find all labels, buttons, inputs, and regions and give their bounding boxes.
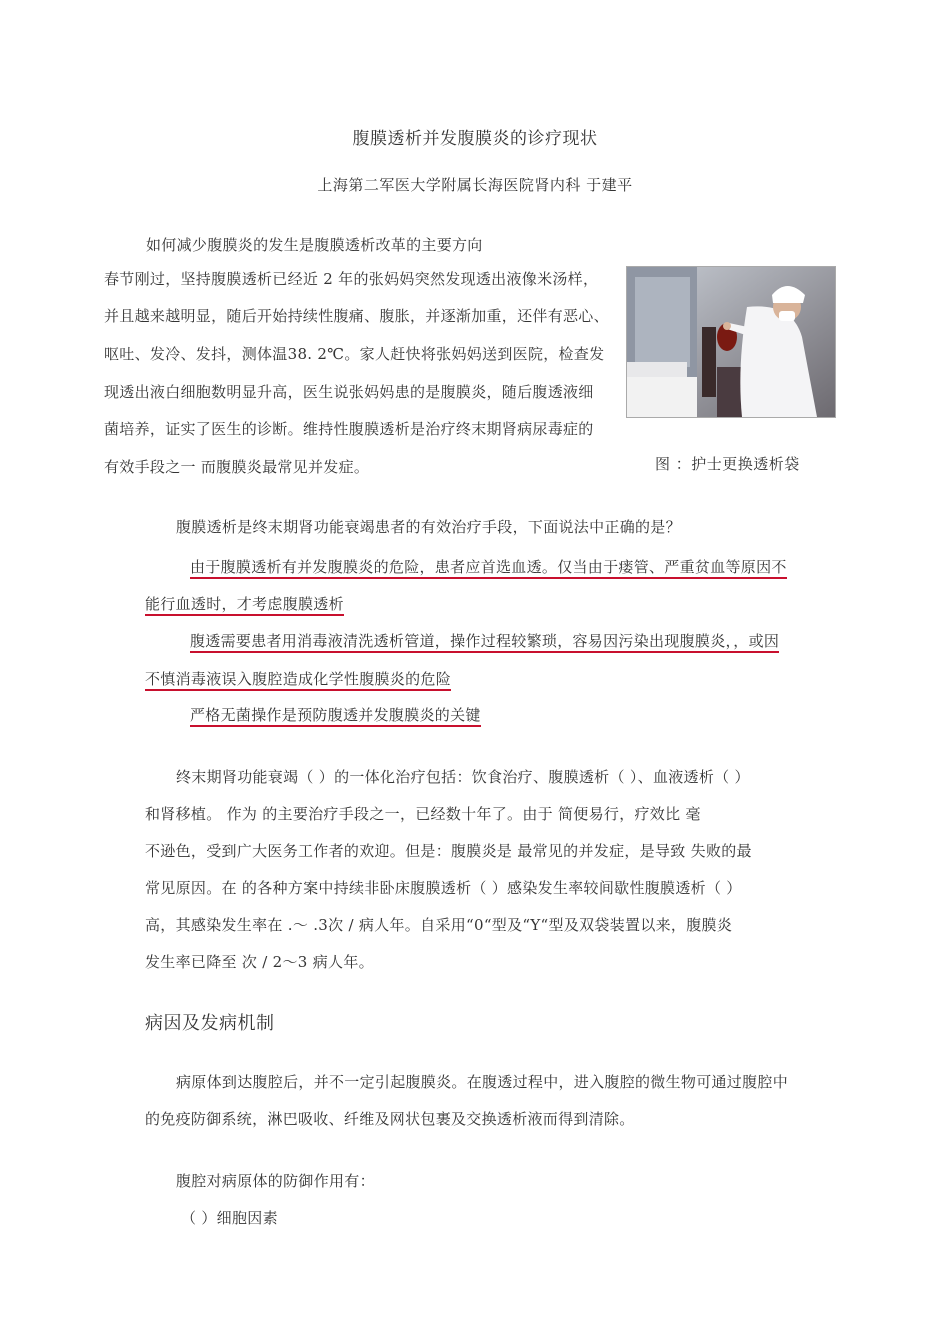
case-line: 春节刚过，坚持腹膜透析已经近 2 年的张妈妈突然发现透出液像米汤样， xyxy=(104,270,599,288)
list-item: （ ）细胞因素 xyxy=(181,1209,278,1227)
para2-line: 和肾移植。 作为 的主要治疗手段之一，已经数十年了。由于 简便易行，疗效比 毫 xyxy=(145,805,701,823)
para4-text: 腹腔对病原体的防御作用有： xyxy=(176,1172,375,1190)
option-c-line1[interactable] xyxy=(190,704,481,725)
option-b-text-cont: 不慎消毒液误入腹腔造成化学性腹膜炎的危险 xyxy=(145,670,451,691)
para2-line: 不逊色，受到广大医务工作者的欢迎。但是：腹膜炎是 最常见的并发症，是导致 失败的最 xyxy=(145,842,752,860)
page-title: 腹膜透析并发腹膜炎的诊疗现状 xyxy=(352,129,598,149)
para2-line: 常见原因。在 的各种方案中持续非卧床腹膜透析（ ）感染发生率较间歇性腹膜透析（ ） xyxy=(145,879,742,897)
option-a-text: 由于腹膜透析有并发腹膜炎的危险，患者应首选血透。仅当由于瘘管、严重贫血等原因不 xyxy=(190,558,787,579)
case-line: 呕吐、发冷、发抖，测体温38. 2℃。家人赶快将张妈妈送到医院，检查发 xyxy=(104,345,605,363)
para3-line: 病原体到达腹腔后，并不一定引起腹膜炎。在腹透过程中，进入腹腔的微生物可通过腹腔中 xyxy=(176,1073,789,1091)
option-b-text: 腹透需要患者用消毒液清洗透析管道，操作过程较繁琐，容易因污染出现腹膜炎，，或因 xyxy=(190,632,779,653)
case-line: 现透出液白细胞数明显升高，医生说张妈妈患的是腹膜炎，随后腹透液细 xyxy=(104,383,594,401)
option-c-text: 严格无菌操作是预防腹透并发腹膜炎的关键 xyxy=(190,706,481,727)
author-line: 上海第二军医大学附属长海医院肾内科 于建平 xyxy=(317,176,633,194)
case-line: 并且越来越明显，随后开始持续性腹痛、腹胀，并逐渐加重，还伴有恶心、 xyxy=(104,307,609,325)
para2-line: 发生率已降至 次 / 2～3 病人年。 xyxy=(145,953,374,971)
option-a-line1[interactable] xyxy=(190,556,787,577)
option-b-line1[interactable] xyxy=(190,630,779,651)
option-a-text-cont: 能行血透时，才考虑腹膜透析 xyxy=(145,595,344,616)
para3-line: 的免疫防御系统，淋巴吸收、纤维及网状包裹及交换透析液而得到清除。 xyxy=(145,1110,635,1128)
section-heading: 病因及发病机制 xyxy=(145,1013,275,1034)
para2-line: 终末期肾功能衰竭（ ）的一体化治疗包括：饮食治疗、腹膜透析（ ）、血液透析（ ） xyxy=(176,768,750,786)
para2-line: 高，其感染发生率在 .～ .3次 / 病人年。自采用“0“型及“Y“型及双袋装置以来，腹膜炎 xyxy=(145,916,733,934)
figure-caption: 图 ：护士更换透析袋 xyxy=(655,455,800,473)
option-a-line2[interactable] xyxy=(145,593,344,614)
nurse-photo xyxy=(626,266,836,418)
option-b-line2[interactable] xyxy=(145,668,451,689)
case-line: 有效手段之一 而腹膜炎最常见并发症。 xyxy=(104,458,370,476)
intro-line: 如何减少腹膜炎的发生是腹膜透析改革的主要方向 xyxy=(146,236,483,254)
question-text: 腹膜透析是终末期肾功能衰竭患者的有效治疗手段，下面说法中正确的是？ xyxy=(176,518,681,536)
case-line: 菌培养，证实了医生的诊断。维持性腹膜透析是治疗终末期肾病尿毒症的 xyxy=(104,420,594,438)
